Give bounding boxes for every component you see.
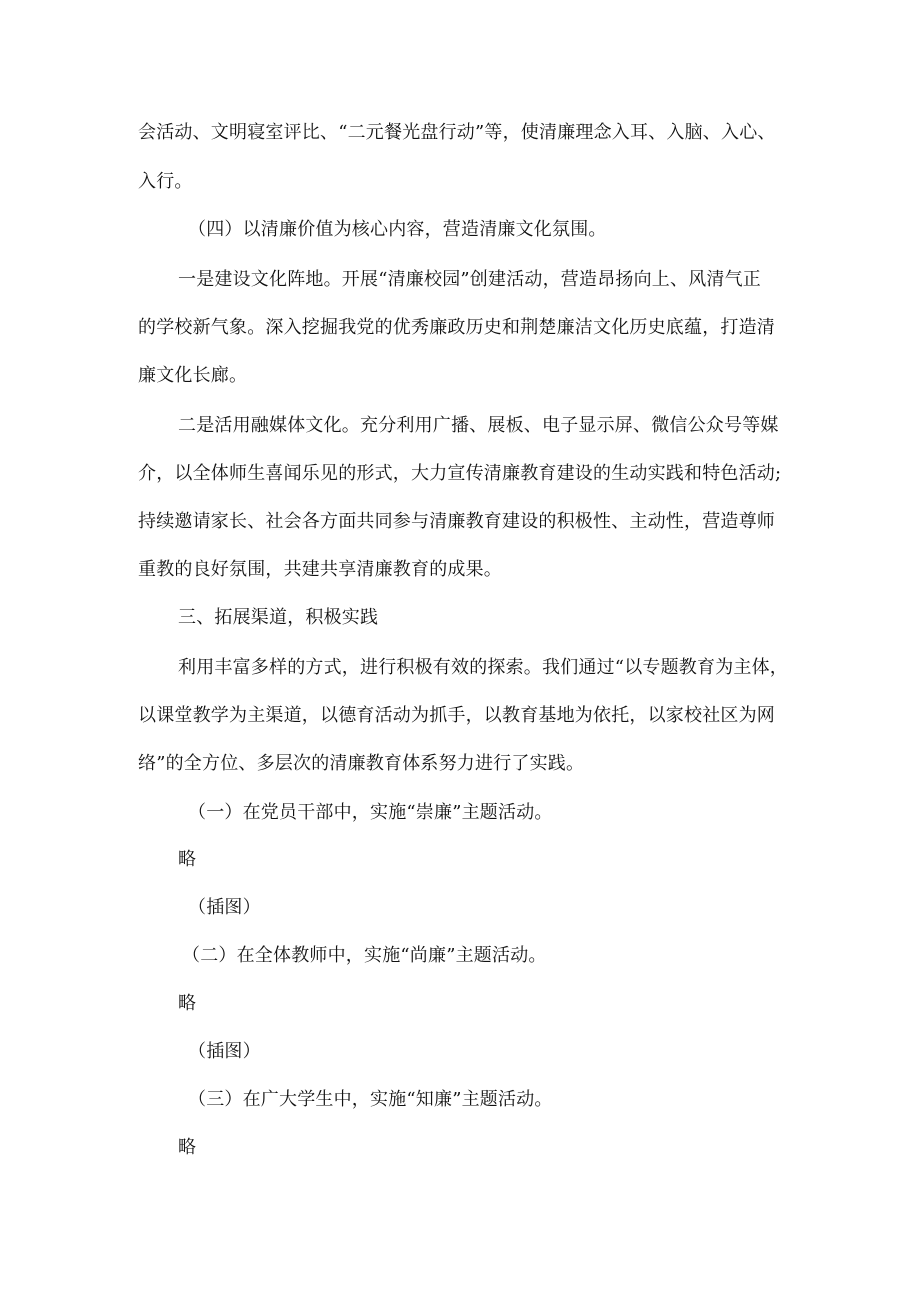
section-heading: （一）在党员干部中，实施“崇廉”主题活动。 <box>188 802 553 823</box>
paragraph-line: 略 <box>178 993 197 1014</box>
figure-placeholder: （插图） <box>188 1041 261 1062</box>
paragraph-line: 略 <box>178 1137 197 1158</box>
paragraph-line: 廉文化长廊。 <box>138 365 248 386</box>
section-heading: （二）在全体教师中，实施“尚廉”主题活动。 <box>182 945 547 966</box>
paragraph-line: 略 <box>178 849 197 870</box>
section-heading: （三）在广大学生中，实施“知廉”主题活动。 <box>188 1089 553 1110</box>
paragraph-line: 重教的良好氛围，共建共享清廉教育的成果。 <box>138 559 502 580</box>
paragraph-line: 入行。 <box>138 171 193 192</box>
paragraph-line: 络”的全方位、多层次的清廉教育体系努力进行了实践。 <box>138 753 585 774</box>
paragraph-line: 以课堂教学为主渠道，以德育活动为抓手，以教育基地为依托，以家校社区为网 <box>138 705 775 726</box>
paragraph-line: 持续邀请家长、社会各方面共同参与清廉教育建设的积极性、主动性，营造尊师 <box>138 511 775 532</box>
paragraph-line: 介，以全体师生喜闻乐见的形式，大力宣传清廉教育建设的生动实践和特色活动; <box>138 463 782 484</box>
paragraph-line: 一是建设文化阵地。开展“清廉校园”创建活动，营造昂扬向上、风清气正 <box>178 269 762 290</box>
paragraph-line: 的学校新气象。深入挖掘我党的优秀廉政历史和荆楚廉洁文化历史底蕴，打造清 <box>138 317 775 338</box>
figure-placeholder: （插图） <box>188 897 261 918</box>
section-heading: （四）以清廉价值为核心内容，营造清廉文化氛围。 <box>188 219 607 240</box>
paragraph-line: 利用丰富多样的方式，进行积极有效的探索。我们通过“以专题教育为主体， <box>178 657 788 678</box>
section-heading: 三、拓展渠道，积极实践 <box>178 607 379 628</box>
paragraph-line: 二是活用融媒体文化。充分利用广播、展板、电子显示屏、微信公众号等媒 <box>178 415 779 436</box>
paragraph-line: 会活动、文明寝室评比、“二元餐光盘行动”等，使清廉理念入耳、入脑、入心、 <box>138 122 776 143</box>
